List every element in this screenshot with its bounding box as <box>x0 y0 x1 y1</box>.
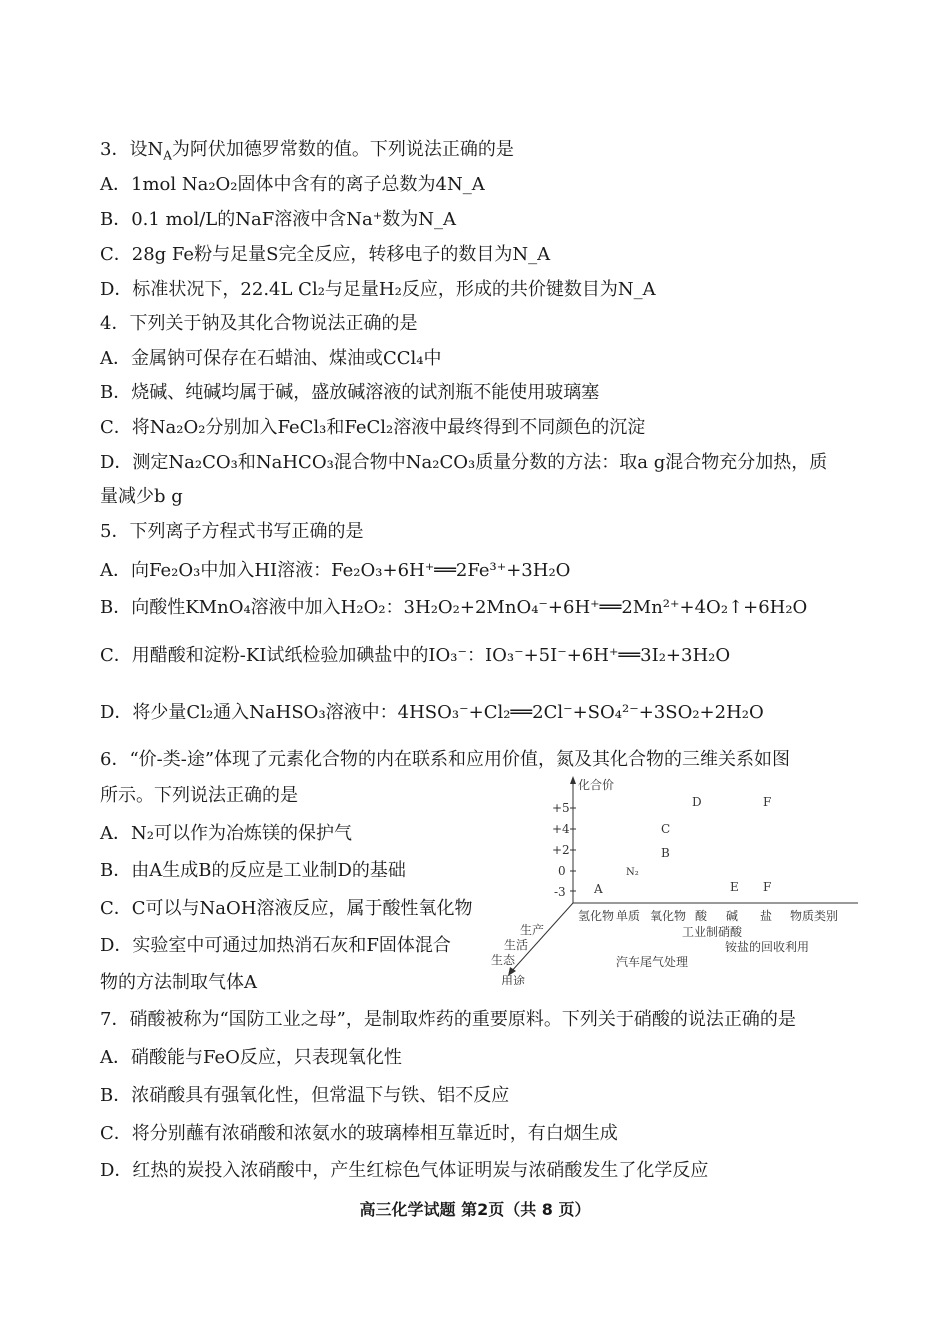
q6-option-a: A．N₂可以作为冶炼镁的保护气 <box>100 823 352 844</box>
q7-option-d: D．红热的炭投入浓硝酸中，产生红棕色气体证明炭与浓硝酸发生了化学反应 <box>100 1160 709 1181</box>
q3-stem: 3．设$N_A$为阿伏加德罗常数的值。下列说法正确的是 <box>100 139 514 163</box>
q5-option-d: D．将少量Cl₂通入NaHSO₃溶液中：4HSO₃⁻+Cl₂══2Cl⁻+SO₄²⁻+3SO₂+2H₂O <box>100 702 764 723</box>
q4-option-c: C．将Na₂O₂分别加入FeCl₃和FeCl₂溶液中最终得到不同颜色的沉淀 <box>100 417 646 438</box>
annotation-label: 铵盐的回收利用 <box>725 940 810 954</box>
q7-option-b: B．浓硝酸具有强氧化性，但常温下与铁、铝不反应 <box>100 1085 510 1106</box>
x-category-label: 氢化物 <box>578 909 615 923</box>
point-label: N₂ <box>626 867 639 878</box>
q6-stem-line1: 6．“价-类-途”体现了元素化合物的内在联系和应用价值，氮及其化合物的三维关系如图 <box>100 749 791 770</box>
point-label: F <box>763 795 772 809</box>
y-tick-label: 0 <box>558 864 566 878</box>
y-axis-label: 化合价 <box>578 778 615 792</box>
q5-option-b: B．向酸性KMnO₄溶液中加入H₂O₂：3H₂O₂+2MnO₄⁻+6H⁺══2Mn²⁺+4O₂↑+6H₂O <box>100 597 808 618</box>
point-label: F <box>763 880 772 894</box>
q6-option-d-line2: 物的方法制取气体A <box>100 972 257 993</box>
point-label: A <box>594 882 603 896</box>
nitrogen-valence-diagram <box>488 770 868 985</box>
z-tick-label: 生活 <box>504 938 529 952</box>
q3-option-c: C．28g Fe粉与足量S完全反应，转移电子的数目为N_A <box>100 244 551 265</box>
y-tick-label: +4 <box>552 822 570 836</box>
annotation-label: 汽车尾气处理 <box>616 955 689 969</box>
point-label: D <box>692 795 702 809</box>
y-axis-arrow <box>570 776 576 784</box>
page-footer: 高三化学试题 第2页（共 8 页） <box>359 1200 591 1219</box>
q6-stem-line2: 所示。下列说法正确的是 <box>100 785 298 806</box>
q6-option-d-line1: D．实验室中可通过加热消石灰和F固体混合 <box>100 935 451 956</box>
x-category-label: 碱 <box>726 909 739 923</box>
x-axis-label: 物质类别 <box>790 909 839 923</box>
q4-option-d-line2: 量减少b g <box>100 486 183 507</box>
y-tick-label: -3 <box>554 885 566 899</box>
x-category-label: 盐 <box>760 909 773 923</box>
q4-option-d-line1: D．测定Na₂CO₃和NaHCO₃混合物中Na₂CO₃质量分数的方法：取a g混合物充分加热，质 <box>100 452 828 473</box>
q4-option-b: B．烧碱、纯碱均属于碱，盛放碱溶液的试剂瓶不能使用玻璃塞 <box>100 382 600 403</box>
q5-stem: 5．下列离子方程式书写正确的是 <box>100 521 364 542</box>
x-category-label: 单质 <box>616 909 641 923</box>
q3-option-a: A．1mol Na₂O₂固体中含有的离子总数为4N_A <box>100 174 485 195</box>
annotation-label: 工业制硝酸 <box>682 925 743 939</box>
q7-option-a: A．硝酸能与FeO反应，只表现氧化性 <box>100 1047 402 1068</box>
q7-option-c: C．将分别蘸有浓硝酸和浓氨水的玻璃棒相互靠近时，有白烟生成 <box>100 1123 618 1144</box>
y-tick-label: +2 <box>552 843 570 857</box>
q5-option-a: A．向Fe₂O₃中加入HI溶液：Fe₂O₃+6H⁺══2Fe³⁺+3H₂O <box>100 560 571 581</box>
x-category-label: 酸 <box>695 909 708 923</box>
q3-option-d: D．标准状况下，22.4L Cl₂与足量H₂反应，形成的共价键数目为N_A <box>100 279 656 300</box>
q7-stem: 7．硝酸被称为“国防工业之母”，是制取炸药的重要原料。下列关于硝酸的说法正确的是 <box>100 1009 796 1030</box>
q4-stem: 4．下列关于钠及其化合物说法正确的是 <box>100 313 418 334</box>
point-label: C <box>661 822 671 836</box>
z-tick-label: 生态 <box>491 953 516 967</box>
q6-option-c: C．C可以与NaOH溶液反应，属于酸性氧化物 <box>100 898 473 919</box>
y-tick-label: +5 <box>552 801 570 815</box>
q6-option-b: B．由A生成B的反应是工业制D的基础 <box>100 860 406 881</box>
z-axis-label: 用途 <box>501 974 526 985</box>
z-tick-label: 生产 <box>520 923 545 937</box>
q5-option-c: C．用醋酸和淀粉-KI试纸检验加碘盐中的IO₃⁻：IO₃⁻+5I⁻+6H⁺══3I₂+3H₂O <box>100 645 731 666</box>
point-label: B <box>661 846 670 860</box>
q4-option-a: A．金属钠可保存在石蜡油、煤油或CCl₄中 <box>100 348 442 369</box>
point-label: E <box>730 880 739 894</box>
x-category-label: 氧化物 <box>650 909 687 923</box>
q3-option-b: B．0.1 mol/L的NaF溶液中含Na⁺数为N_A <box>100 209 456 230</box>
